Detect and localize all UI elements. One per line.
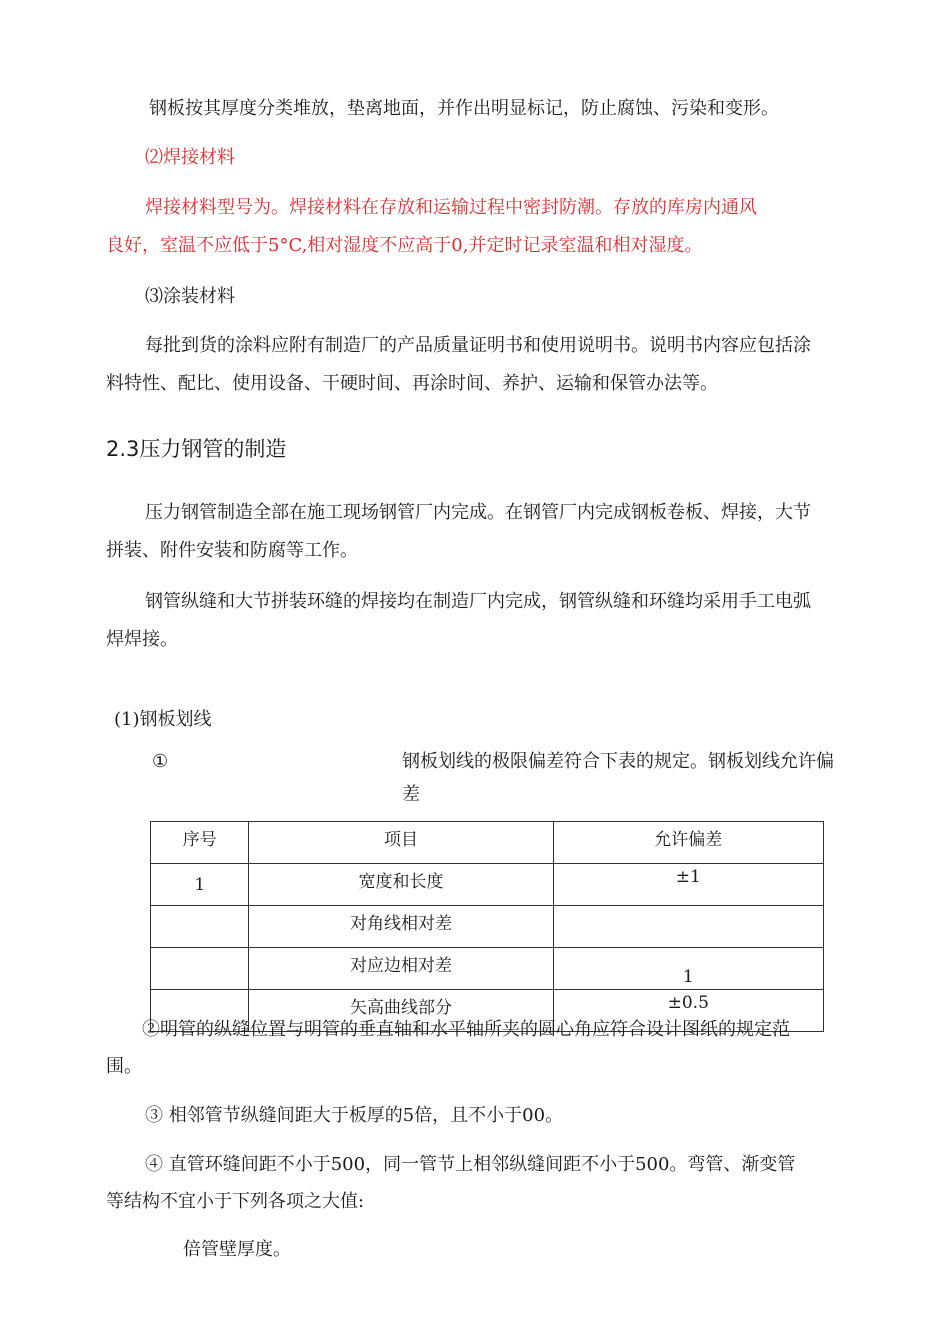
table-row [151,906,824,948]
subsection-plate-marking: (1)钢板划线 [114,709,212,730]
item1-line1: 钢板划线的极限偏差符合下表的规定。钢板划线允许偏 [402,751,834,772]
header-cell: 允许偏差 [553,822,823,864]
item1-line2: 差 [402,784,420,805]
section-title-welding-materials: ⑵焊接材料 [145,147,235,168]
item4-line1: ④ 直管环缝间距不小于500，同一管节上相邻纵缝间距不小于500。弯管、渐变管 [145,1154,796,1175]
table-cell: 1 [151,864,249,906]
paragraph-mfg2-line1: 钢管纵缝和大节拼装环缝的焊接均在制造厂内完成，钢管纵缝和环缝均采用手工电弧 [145,591,811,612]
paragraph-coating-line1: 每批到货的涂料应附有制造厂的产品质量证明书和使用说明书。说明书内容应包括涂 [145,335,811,356]
paragraph-mfg2-line2: 焊焊接。 [106,629,178,650]
paragraph-coating-line2: 料特性、配比、使用设备、干硬时间、再涂时间、养护、运输和保管办法等。 [106,373,718,394]
section-title-coating-materials: ⑶涂装材料 [145,286,235,307]
item2-line1: ②明管的纵缝位置与明管的垂直轴和水平轴所夹的圆心角应符合设计图纸的规定范 [142,1019,790,1040]
heading-2-3: 2.3压力钢管的制造 [106,437,287,461]
table-row [151,948,824,990]
table-cell: 矢高曲线部分 [249,990,553,1032]
header-cell: 序号 [151,822,249,864]
table-cell: 宽度和长度 [249,864,553,906]
table-cell: 对角线相对差 [249,906,553,948]
paragraph-welding-line1: 焊接材料型号为。焊接材料在存放和运输过程中密封防潮。存放的库房内通风 [145,197,757,218]
item4-line2: 等结构不宜小于下列各项之大值: [106,1191,365,1212]
deviation-table [150,821,824,1032]
item1-marker: ① [152,751,169,772]
paragraph-welding-line2: 良好，室温不应低于5°C,相对湿度不应高于0,并定时记录室温和相对湿度。 [106,235,703,256]
table-cell: ±0.5 [553,990,823,1032]
table-cell [151,948,249,990]
table-header-row [151,822,824,864]
paragraph-mfg1-line1: 压力钢管制造全部在施工现场钢管厂内完成。在钢管厂内完成钢板卷板、焊接，大节 [145,502,811,523]
table-cell: ±1 [553,864,823,906]
item3: ③ 相邻管节纵缝间距大于板厚的5倍，且不小于00。 [145,1105,564,1126]
table-cell: 对应边相对差 [249,948,553,990]
paragraph-steel-storage: 钢板按其厚度分类堆放，垫离地面，并作出明显标记，防止腐蚀、污染和变形。 [149,98,779,119]
table-cell [553,906,823,948]
table-cell: 1 [553,948,823,990]
table-row [151,864,824,906]
header-cell: 项目 [249,822,553,864]
item4-sub: 倍管壁厚度。 [183,1239,291,1260]
table-cell [151,906,249,948]
paragraph-mfg1-line2: 拼装、附件安装和防腐等工作。 [106,540,358,561]
item2-line2: 围。 [106,1056,142,1077]
